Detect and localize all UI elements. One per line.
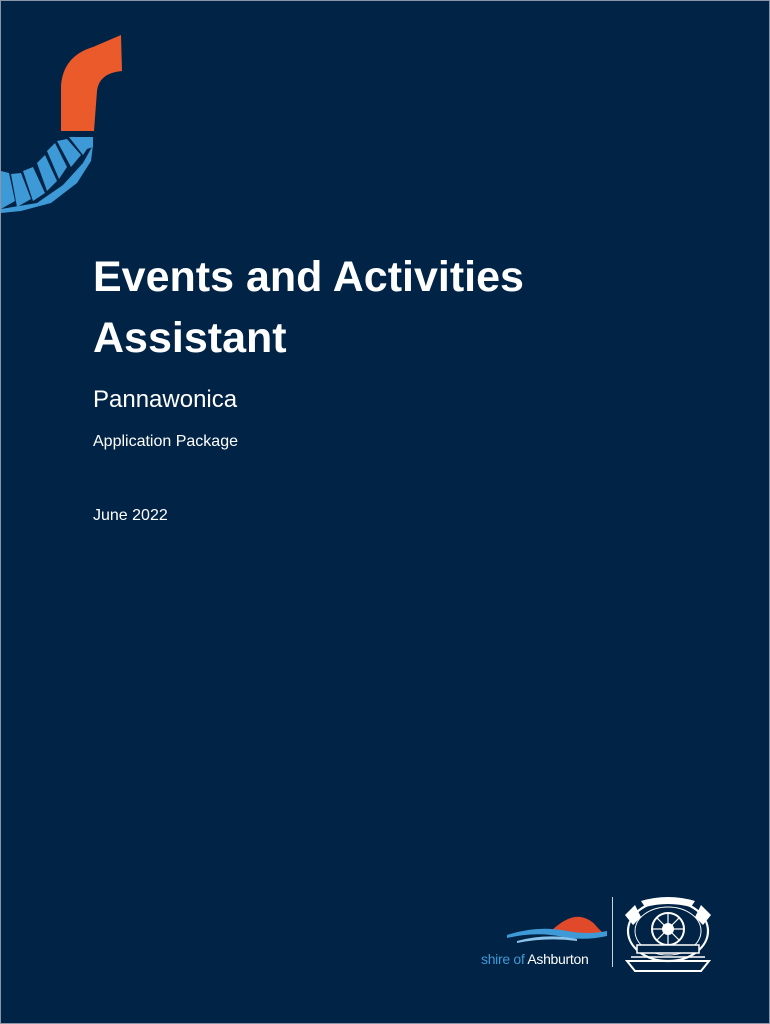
shire-of-ashburton-logo xyxy=(471,911,611,971)
shire-name-text: Ashburton xyxy=(527,951,589,967)
location-subtitle: Pannawonica xyxy=(93,386,238,413)
package-label: Application Package xyxy=(93,433,238,450)
shire-crest-seal xyxy=(621,895,715,975)
brand-swoosh-graphic xyxy=(1,31,131,216)
blue-brush-stroke xyxy=(1,137,93,213)
logo-divider xyxy=(612,897,613,967)
document-date: June 2022 xyxy=(93,507,168,524)
document-title: Events and Activities Assistant xyxy=(93,253,524,362)
shire-wordmark xyxy=(481,951,588,967)
footer-logos xyxy=(471,891,721,981)
wave-icon xyxy=(507,911,607,943)
orange-swoosh xyxy=(61,35,122,131)
shire-prefix-text: shire of xyxy=(481,951,528,967)
